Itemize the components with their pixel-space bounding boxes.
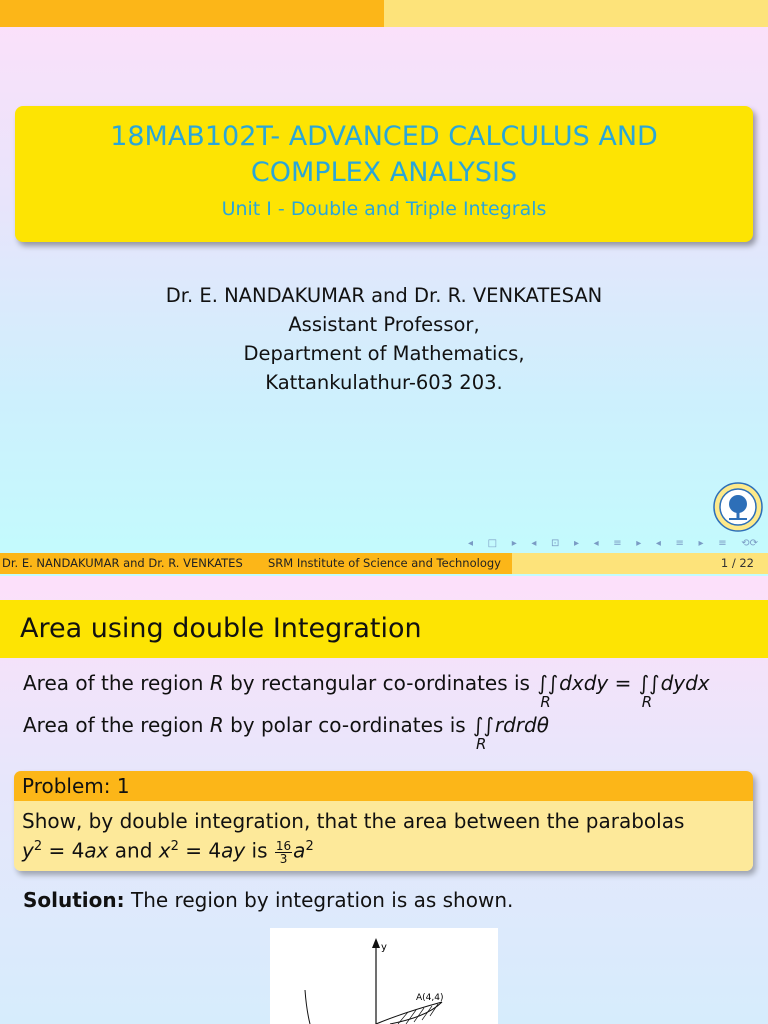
nav-search-back-icon[interactable]: ⟲⟳ <box>741 537 758 549</box>
nav-frame-icon[interactable]: □ <box>487 537 498 549</box>
y-axis-label: y <box>381 942 387 953</box>
nav-prev-doc-icon[interactable]: ◂ <box>655 537 661 549</box>
content-slide <box>0 576 768 1024</box>
fraction: $\frac{16}{3}$ <box>275 838 292 866</box>
course-title: 18MAB102T- ADVANCED CALCULUS AND COMPLEX ANALYSIS <box>110 121 658 188</box>
nav-subsection-icon[interactable]: ⊡ <box>550 537 560 549</box>
rectangular-area-formula: Area of the region R by rectangular co-ordinates is ∫∫ R dxdy = ∫∫ R dydx <box>23 671 710 711</box>
author-names: Dr. E. NANDAKUMAR and Dr. R. VENKATESAN <box>165 284 603 307</box>
top-bar <box>0 0 768 27</box>
nav-next-frame-icon[interactable]: ▸ <box>511 537 517 549</box>
double-integral: ∫∫ R <box>537 671 559 711</box>
problem-title: Problem: 1 <box>14 771 753 801</box>
footer-authors: Dr. E. NANDAKUMAR and Dr. R. VENKATES <box>0 553 258 574</box>
author-location: Kattankulathur-603 203. <box>265 371 503 394</box>
region-figure <box>270 928 498 1024</box>
unit-subtitle: Unit I - Double and Triple Integrals <box>221 198 547 220</box>
nav-prev-frame-icon[interactable]: ◂ <box>468 537 474 549</box>
nav-section-icon[interactable]: ≡ <box>613 537 622 549</box>
nav-prev-section-icon[interactable]: ◂ <box>593 537 599 549</box>
solution-line: Solution: The region by integration is as shown. <box>23 888 514 912</box>
nav-next-subsection-icon[interactable]: ▸ <box>573 537 580 549</box>
problem-body: Show, by double integration, that the area between the parabolas $y^2 = 4ax$ and $x^2 = 4ay$ is $\frac{16}{3}$ $a^2$ <box>14 801 753 871</box>
beamer-navigation[interactable] <box>468 536 758 550</box>
author-position: Assistant Professor, <box>288 313 480 336</box>
author-block <box>0 281 768 397</box>
slide-heading: Area using double Integration <box>0 600 768 658</box>
nav-doc-icon[interactable]: ≡ <box>675 537 684 549</box>
nav-toc-icon[interactable]: ≡ <box>718 537 727 549</box>
footer-page-number: 1 / 22 <box>512 553 768 574</box>
problem-equation: $y^2 = 4ax$ and $x^2 = 4ay$ is $\frac{16}{3}$ $a^2$ <box>22 838 314 866</box>
title-box <box>15 106 753 242</box>
parabola-upper-curve <box>390 1002 442 1024</box>
author-department: Department of Mathematics, <box>243 342 525 365</box>
y-axis-arrow-icon <box>372 938 380 948</box>
parabola-region-sketch <box>270 928 498 1024</box>
university-logo-icon <box>713 482 763 532</box>
nav-next-doc-icon[interactable]: ▸ <box>698 537 704 549</box>
slide-footer <box>0 553 768 574</box>
footer-institute: SRM Institute of Science and Technology <box>258 553 512 574</box>
point-a-label: A(4,4) <box>416 993 444 1003</box>
double-integral: ∫∫ R <box>638 671 660 711</box>
polar-area-formula: Area of the region R by polar co-ordinates is ∫∫ R rdrdθ <box>23 713 549 753</box>
double-integral: ∫∫ R <box>473 713 494 753</box>
nav-prev-subsection-icon[interactable]: ◂ <box>531 537 537 549</box>
nav-next-section-icon[interactable]: ▸ <box>636 537 642 549</box>
problem-block <box>14 771 753 871</box>
parabola-left-curve <box>305 990 310 1024</box>
